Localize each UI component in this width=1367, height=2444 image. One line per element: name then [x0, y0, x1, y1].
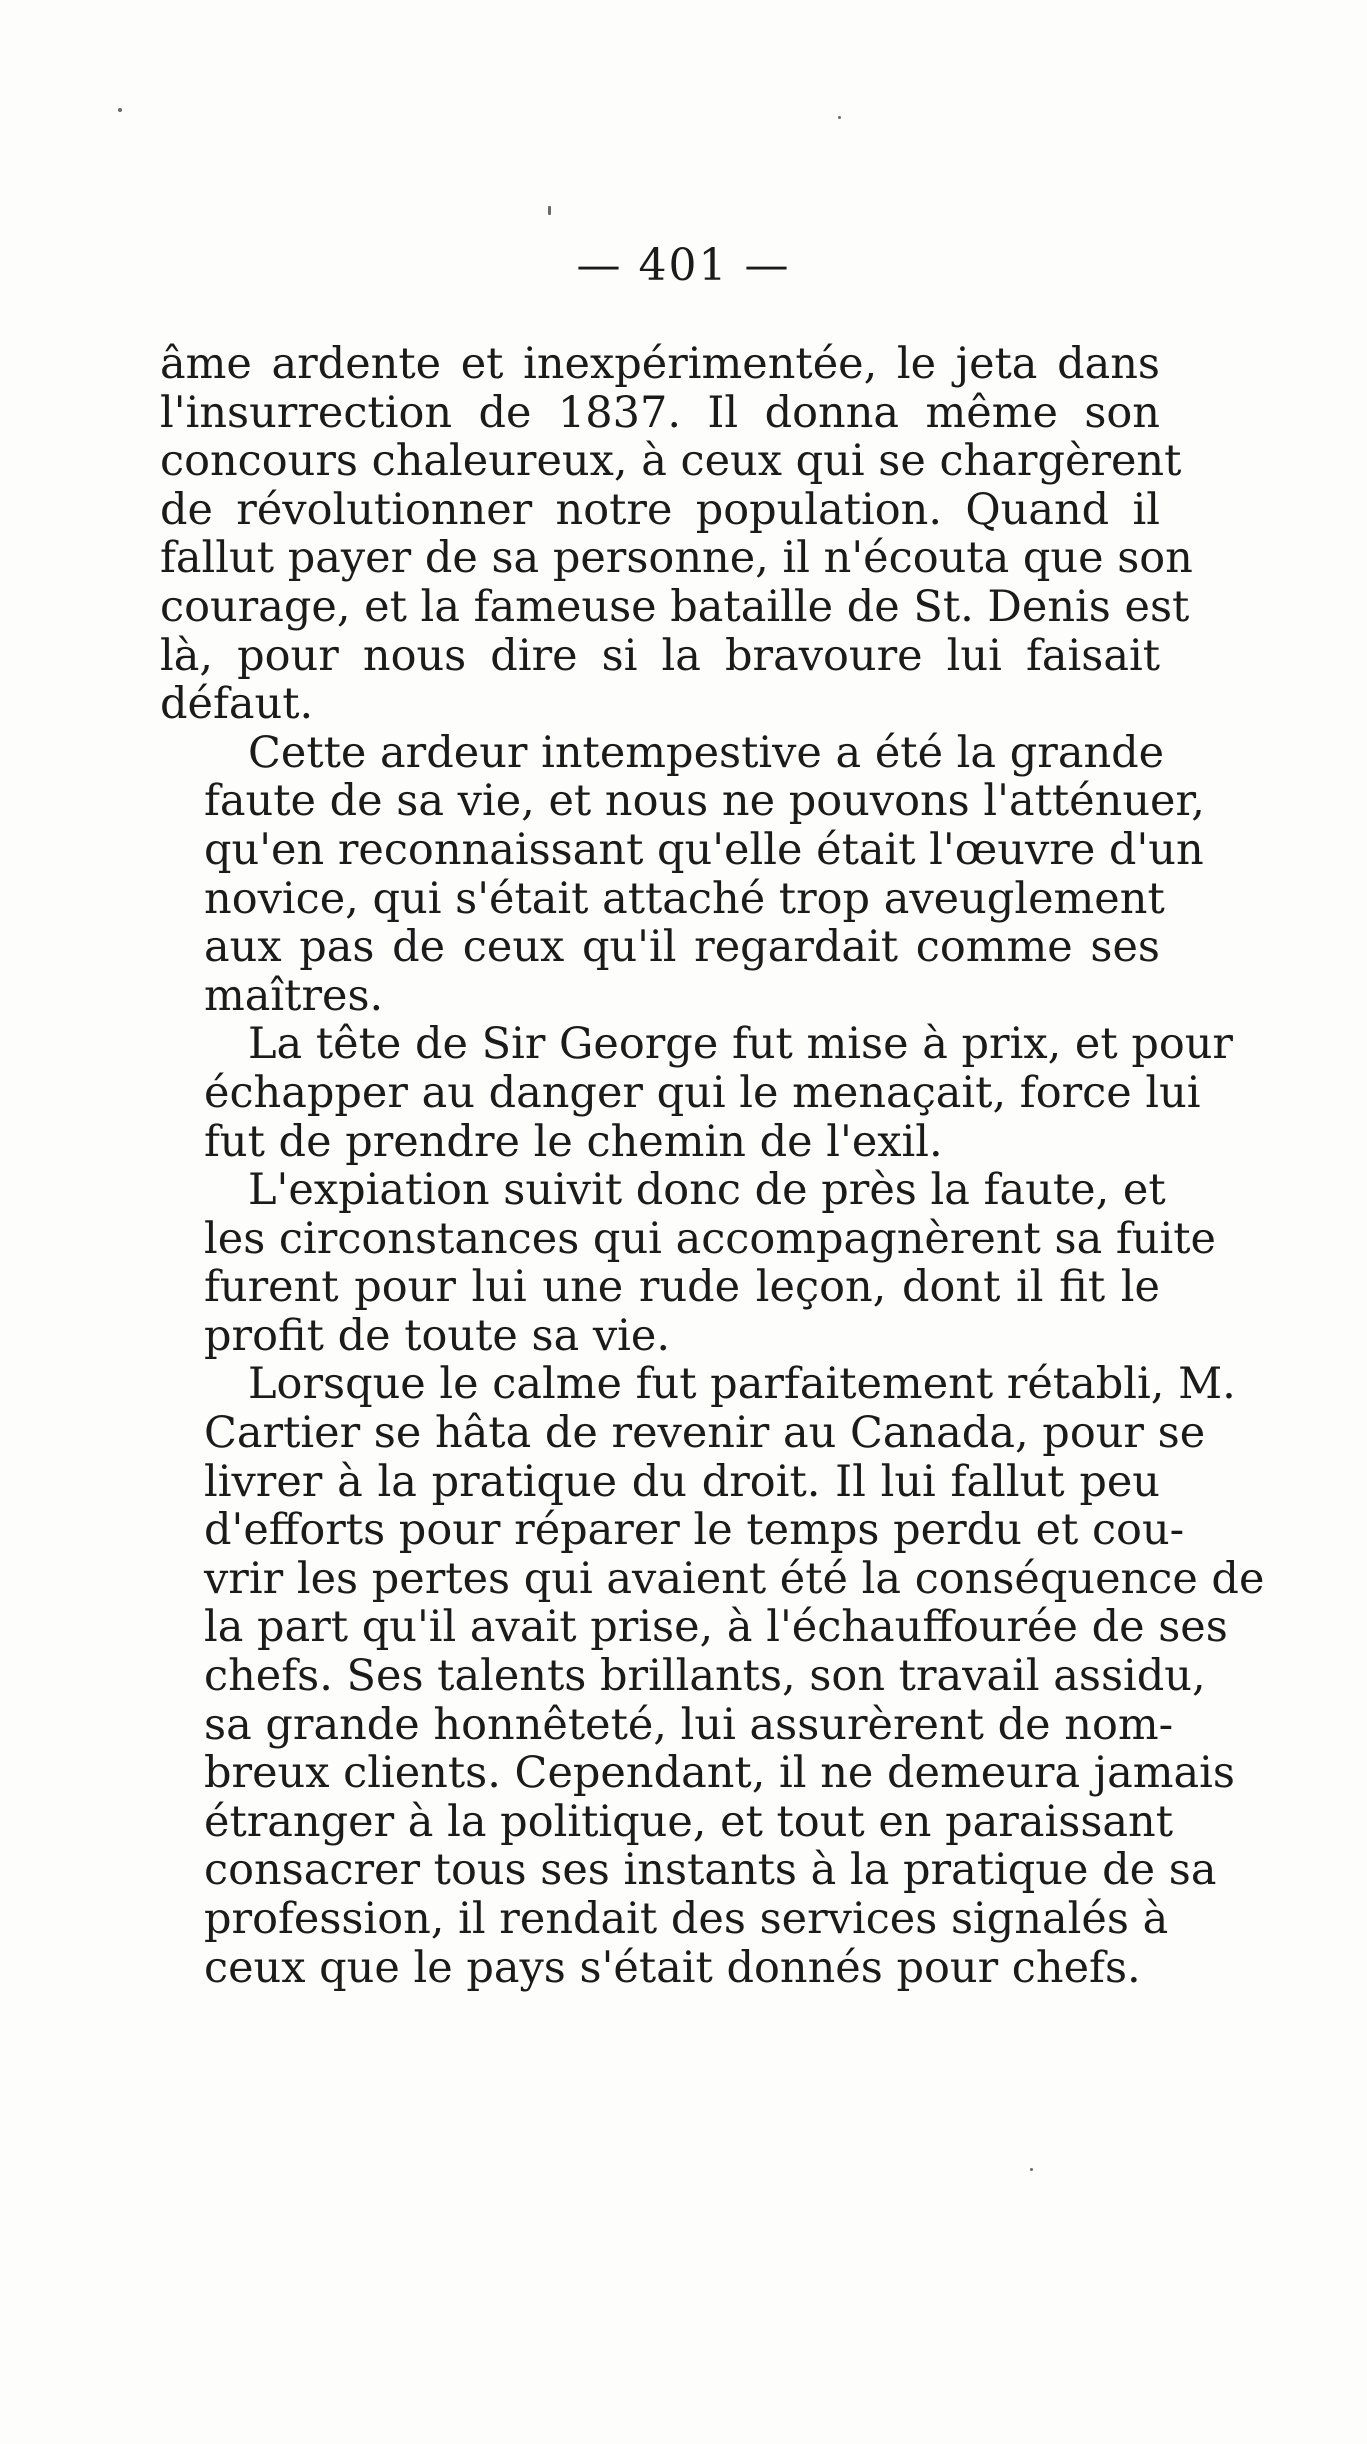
text-line: là, pour nous dire si la bravoure lui faisait [160, 630, 1160, 681]
text-line: concours chaleureux, à ceux qui se chargèrent [160, 436, 1182, 487]
text-line: breux clients. Cependant, il ne demeura jamais [204, 1748, 1235, 1799]
text-line: profit de toute sa vie. [204, 1310, 671, 1361]
text-line: ceux que le pays s'était donnés pour chefs. [204, 1942, 1141, 1993]
print-speck [838, 116, 841, 119]
paragraph [160, 1359, 1265, 1993]
text-line: la part qu'il avait prise, à l'échauffourée de ses [204, 1602, 1228, 1653]
text-line: courage, et la fameuse bataille de St. Denis est [160, 581, 1190, 632]
text-line: fut de prendre le chemin de l'exil. [204, 1116, 943, 1167]
text-line: qu'en reconnaissant qu'elle était l'œuvre d'un [204, 824, 1204, 875]
text-line: sa grande honnêteté, lui assurèrent de nom- [204, 1699, 1174, 1750]
print-speck [548, 206, 551, 215]
body-text [160, 339, 1265, 1993]
paragraph [160, 1165, 1216, 1361]
text-line: échapper au danger qui le menaçait, force lui [204, 1067, 1201, 1118]
text-line: étranger à la politique, et tout en paraissant [204, 1796, 1173, 1847]
text-line: faute de sa vie, et nous ne pouvons l'atténuer, [204, 776, 1205, 827]
text-line: âme ardente et inexpérimentée, le jeta dans [160, 339, 1160, 389]
text-line: profession, il rendait des services signalés à [204, 1894, 1169, 1944]
page-number: — 401 — [576, 240, 791, 291]
text-line: Cartier se hâta de revenir au Canada, pour se [204, 1408, 1206, 1459]
text-line: aux pas de ceux qu'il regardait comme ses [204, 922, 1160, 973]
text-line: furent pour lui une rude leçon, dont il fit le [204, 1262, 1160, 1313]
text-line: de révolutionner notre population. Quand il [160, 484, 1160, 535]
paragraph [160, 1019, 1233, 1167]
text-line: d'efforts pour réparer le temps perdu et cou- [204, 1505, 1185, 1556]
text-line: Lorsque le calme fut parfaitement rétabli, M. [248, 1359, 1236, 1410]
text-line: l'insurrection de 1837. Il donna même son [160, 387, 1160, 438]
text-line: L'expiation suivit donc de près la faute, et [248, 1165, 1166, 1216]
paragraph [160, 339, 1193, 730]
print-speck [1030, 2168, 1033, 2171]
text-line: Cette ardeur intempestive a été la grande [248, 727, 1165, 778]
text-line: défaut. [160, 679, 314, 730]
text-line: chefs. Ses talents brillants, son travail assidu, [204, 1651, 1206, 1702]
text-line: novice, qui s'était attaché trop aveuglement [204, 873, 1165, 924]
text-line: consacrer tous ses instants à la pratique de sa [204, 1845, 1217, 1896]
text-line: La tête de Sir George fut mise à prix, et pour [248, 1019, 1233, 1070]
text-line: maîtres. [204, 970, 384, 1021]
text-line: les circonstances qui accompagnèrent sa fuite [204, 1213, 1216, 1264]
paragraph [160, 727, 1205, 1021]
text-line: livrer à la pratique du droit. Il lui fallut peu [204, 1456, 1160, 1507]
text-line: fallut payer de sa personne, il n'écouta que son [160, 533, 1193, 584]
text-line: vrir les pertes qui avaient été la conséquence de [204, 1553, 1265, 1604]
print-speck [118, 108, 122, 112]
